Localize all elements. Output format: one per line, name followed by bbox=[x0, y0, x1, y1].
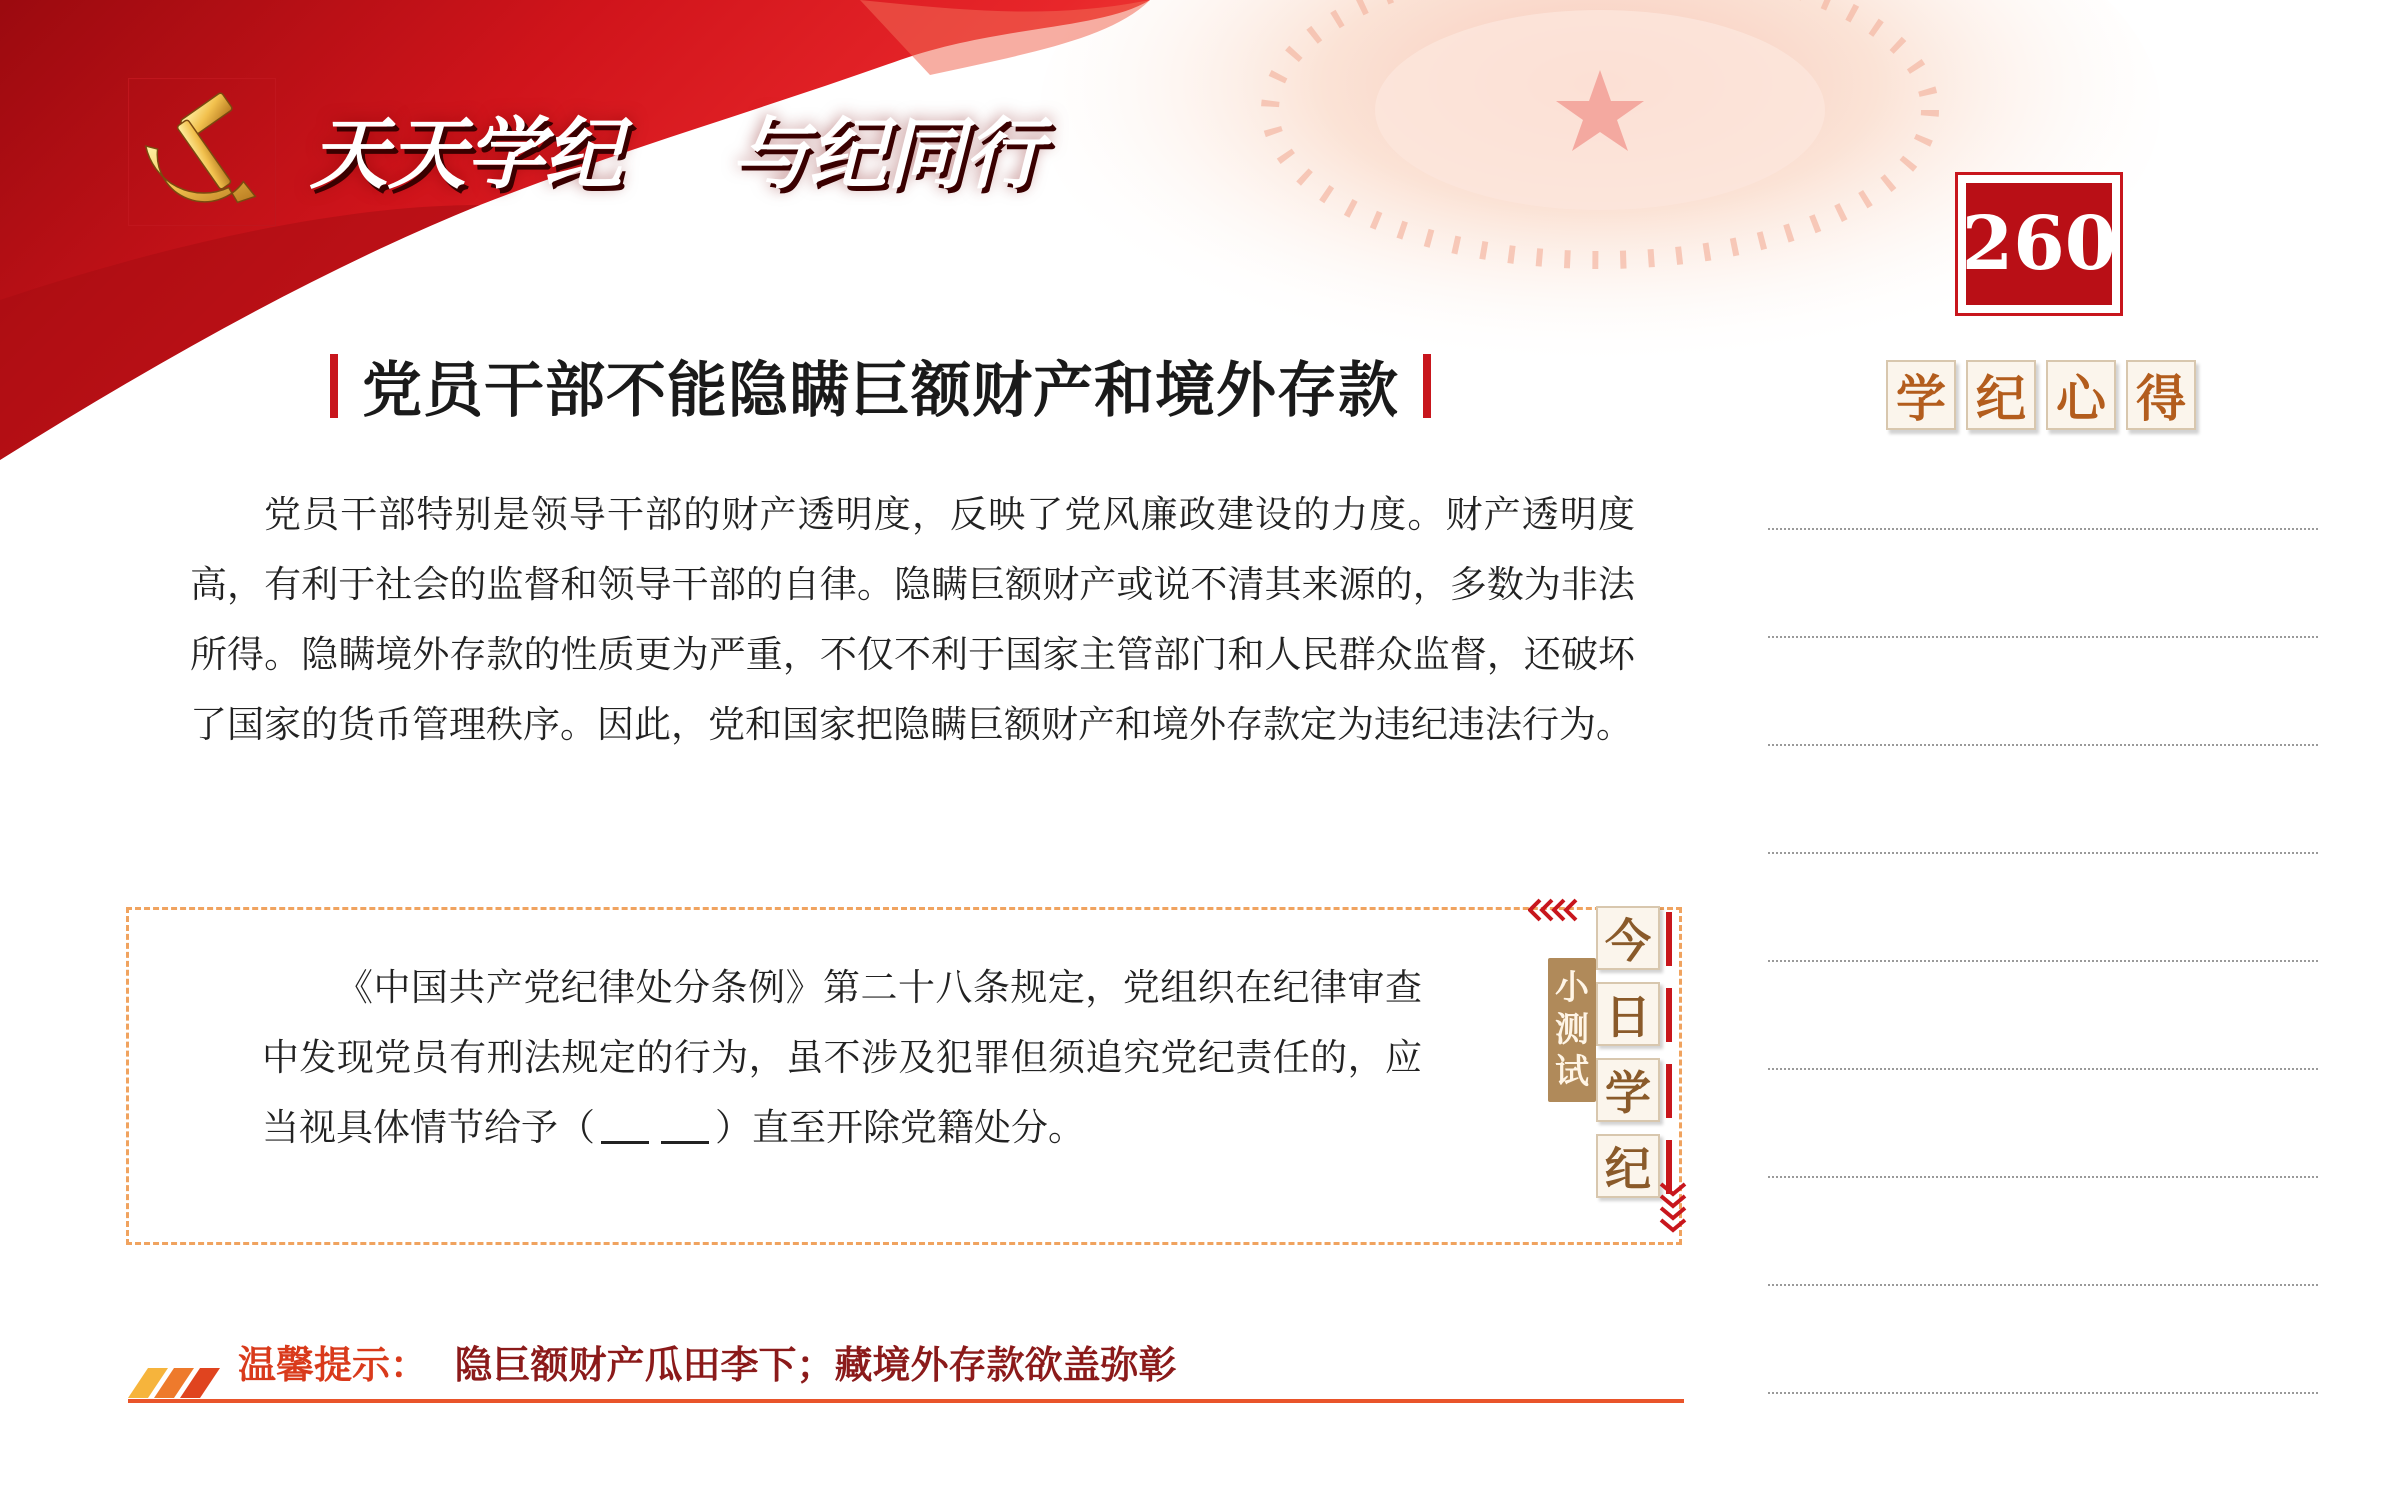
quiz-question bbox=[262, 953, 1422, 1163]
quiz-tag: 纪 bbox=[1596, 1134, 1660, 1198]
issue-badge bbox=[1955, 172, 2123, 316]
tip-content: 隐巨额财产瓜田李下；藏境外存款欲盖弥彰 bbox=[454, 1343, 1177, 1387]
title-bar-left bbox=[330, 354, 338, 418]
chevron-left-icon bbox=[1528, 898, 1580, 922]
header-slogan: 天天学纪 与纪同行 bbox=[310, 109, 1043, 200]
hammer-sickle-icon bbox=[128, 78, 276, 226]
quiz-side-char: 试 bbox=[1555, 1052, 1589, 1092]
quiz-side-char: 测 bbox=[1555, 1010, 1589, 1050]
note-line bbox=[1768, 852, 2318, 854]
study-tag: 学 bbox=[1886, 360, 1956, 430]
note-line bbox=[1768, 528, 2318, 530]
tip-underline bbox=[128, 1399, 1684, 1403]
quiz-side-label bbox=[1548, 958, 1596, 1102]
quiz-side-char: 小 bbox=[1555, 968, 1589, 1008]
quiz-tags bbox=[1596, 906, 1688, 1210]
note-lines bbox=[1768, 528, 2318, 1500]
note-line bbox=[1768, 1392, 2318, 1394]
quiz-blank bbox=[601, 1107, 649, 1144]
warm-tip bbox=[238, 1334, 1177, 1389]
note-line bbox=[1768, 744, 2318, 746]
article-body: 党员干部特别是领导干部的财产透明度，反映了党风廉政建设的力度。财产透明度高，有利于社会的监督和领导干部的自律。隐瞒巨额财产或说不清其来源的，多数为非法所得。隐瞒境外存款的性质更为严重，不仅不利于国家主管部门和人民群众监督，还破坏了国家的货币管理秩序。因此，党和国家把隐瞒巨额财产和境外存款定为违纪违法行为。 bbox=[190, 493, 1635, 746]
quiz-tag: 学 bbox=[1596, 1058, 1660, 1122]
note-line bbox=[1768, 1068, 2318, 1070]
study-tag: 得 bbox=[2126, 360, 2196, 430]
study-notes-heading bbox=[1886, 360, 2196, 430]
tip-label: 温馨提示： bbox=[238, 1343, 429, 1387]
quiz-blank bbox=[661, 1107, 709, 1144]
quiz-tag: 今 bbox=[1596, 906, 1660, 970]
quiz-text-after-blank: ）直至开除党籍处分。 bbox=[715, 1106, 1085, 1149]
title-bar-right bbox=[1423, 354, 1431, 418]
study-tag: 纪 bbox=[1966, 360, 2036, 430]
issue-number: 260 bbox=[1966, 183, 2112, 305]
quiz-text-before-blank: 《中国共产党纪律处分条例》第二十八条规定，党组织在纪律审查中发现党员有刑法规定的行为，虽不涉及犯罪但须追究党纪责任的，应当视具体情节给予（ bbox=[262, 966, 1422, 1149]
study-tag: 心 bbox=[2046, 360, 2116, 430]
note-line bbox=[1768, 1176, 2318, 1178]
note-line bbox=[1768, 636, 2318, 638]
stripes-icon bbox=[128, 1348, 234, 1398]
chevron-down-icon bbox=[1658, 1180, 1688, 1236]
note-line bbox=[1768, 1284, 2318, 1286]
note-line bbox=[1768, 960, 2318, 962]
article-title-row bbox=[330, 346, 1431, 426]
quiz-tag: 日 bbox=[1596, 982, 1660, 1046]
article-title: 党员干部不能隐瞒巨额财产和境外存款 bbox=[362, 356, 1399, 426]
